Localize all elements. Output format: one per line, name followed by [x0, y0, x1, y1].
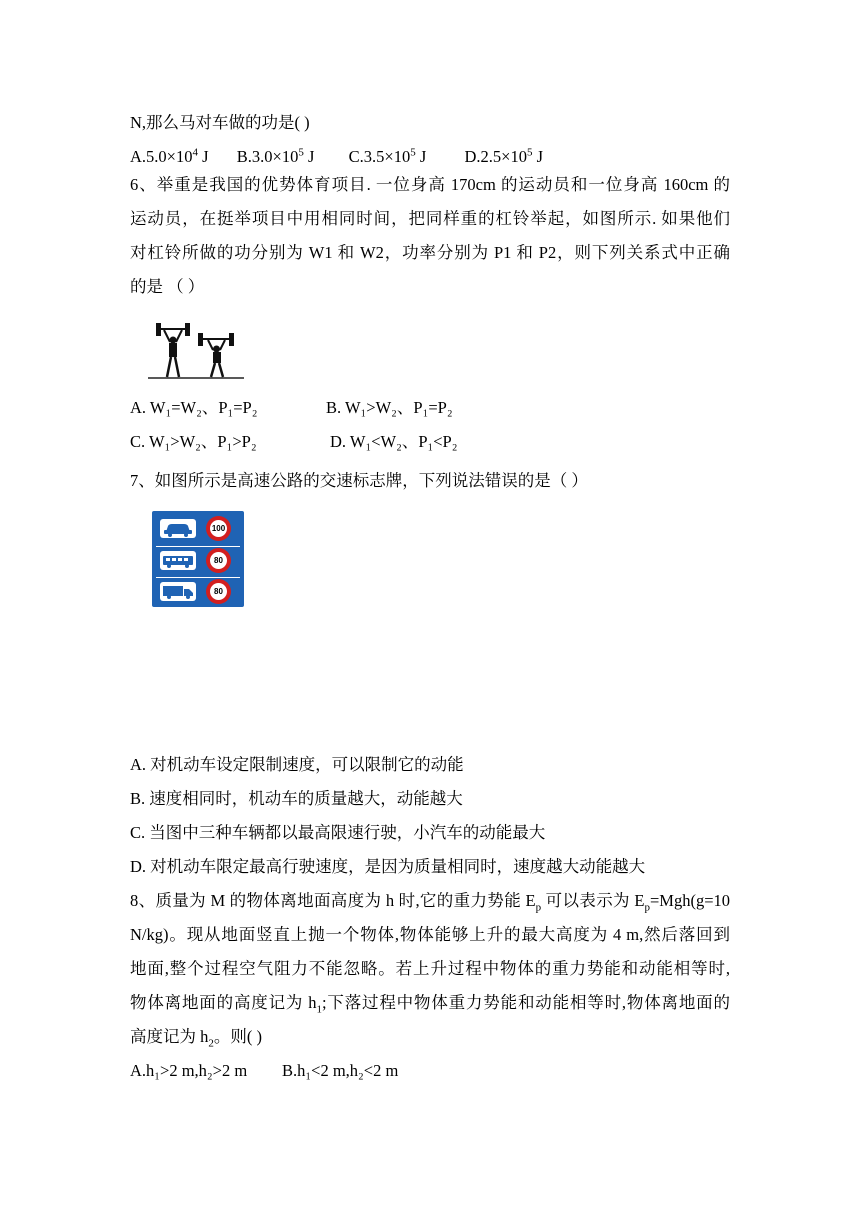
- q6-stem-line-4: 的是 （ ）: [130, 277, 205, 296]
- bus-icon: [160, 551, 196, 570]
- speed-limit-100: 100: [206, 516, 231, 541]
- q8-option-a: A.h₁>2 m,h₂>2 m: [130, 1061, 248, 1080]
- q8-stem-line-5: 高度记为 $h_2$。则( ): [130, 1027, 262, 1050]
- q7-option-b: B. 速度相同时，机动车的质量越大，动能越大: [130, 789, 463, 808]
- sign-row-bus: [156, 546, 240, 574]
- q6-option-d: D. W₁<W₂、P₁<P₂: [330, 432, 458, 451]
- q7-option-a: A. 对机动车设定限制速度，可以限制它的动能: [130, 755, 464, 774]
- sign-row-car: [156, 515, 240, 542]
- q5-option-a: $A.5.0\times 10^4$ J: [130, 146, 209, 166]
- truck-icon: [160, 582, 196, 601]
- q8-stem-line-4: 物体离地面的高度记为 $h_1$;下落过程中物体重力势能和动能相等时,物体离地面的: [130, 993, 730, 1016]
- weightlifters-figure: [148, 322, 244, 382]
- speed-limit-80-truck: 80: [206, 579, 231, 604]
- tall-lifter-icon: [156, 323, 190, 377]
- q7-option-d: D. 对机动车限定最高行驶速度，是因为质量相同时，速度越大动能越大: [130, 857, 646, 876]
- car-icon: [160, 519, 196, 538]
- q6-option-c: C. W₁>W₂、P₁>P₂: [130, 432, 257, 451]
- q5-options: [130, 146, 543, 168]
- speed-limit-80-bus: 80: [206, 548, 231, 573]
- q5-option-b: $B.3.0\times 10^5$ J: [236, 146, 315, 166]
- q6-stem-line-1: 6、举重是我国的优势体育项目. 一位身高 170cm 的运动员和一位身高 160cm 的: [130, 175, 730, 194]
- q6-stem-line-2: 运动员，在挺举项目中用相同时间，把同样重的杠铃举起，如图所示. 如果他们: [130, 209, 730, 228]
- q5-option-d: $D.2.5\times 10^5$ J: [464, 146, 544, 166]
- q8-stem-line-1: 8、质量为 M 的物体离地面高度为 h 时,它的重力势能 $E_p$ 可以表示为 $E_p=Mgh(g=10$: [130, 891, 730, 914]
- q6-stem-line-3: 对杠铃所做的功分别为 W1 和 W2，功率分别为 P1 和 P2，则下列关系式中正确: [130, 243, 730, 262]
- q8-stem-line-3: 地面,整个过程空气阻力不能忽略。若上升过程中物体的重力势能和动能相等时,: [130, 959, 730, 978]
- q8-stem-line-2: N/kg)。现从地面竖直上抛一个物体,物体能够上升的最大高度为 4 m,然后落回到: [130, 925, 730, 944]
- short-lifter-icon: [198, 333, 234, 377]
- sign-row-truck: [156, 577, 240, 605]
- q7-option-c: C. 当图中三种车辆都以最高限速行驶，小汽车的动能最大: [130, 823, 546, 842]
- q6-option-b: B. W₁>W₂、P₁=P₂: [326, 398, 453, 417]
- q8-option-b: B.h₁<2 m,h₂<2 m: [282, 1061, 399, 1080]
- q6-option-a: A. W₁=W₂、P₁=P₂: [130, 398, 258, 417]
- q5-stem-tail: N,那么马对车做的功是( ): [130, 113, 310, 132]
- q7-stem: 7、如图所示是高速公路的交速标志牌，下列说法错误的是（ ）: [130, 471, 588, 490]
- speed-limit-sign: [152, 511, 244, 607]
- q5-option-c: $C.3.5\times 10^5$ J: [348, 146, 427, 166]
